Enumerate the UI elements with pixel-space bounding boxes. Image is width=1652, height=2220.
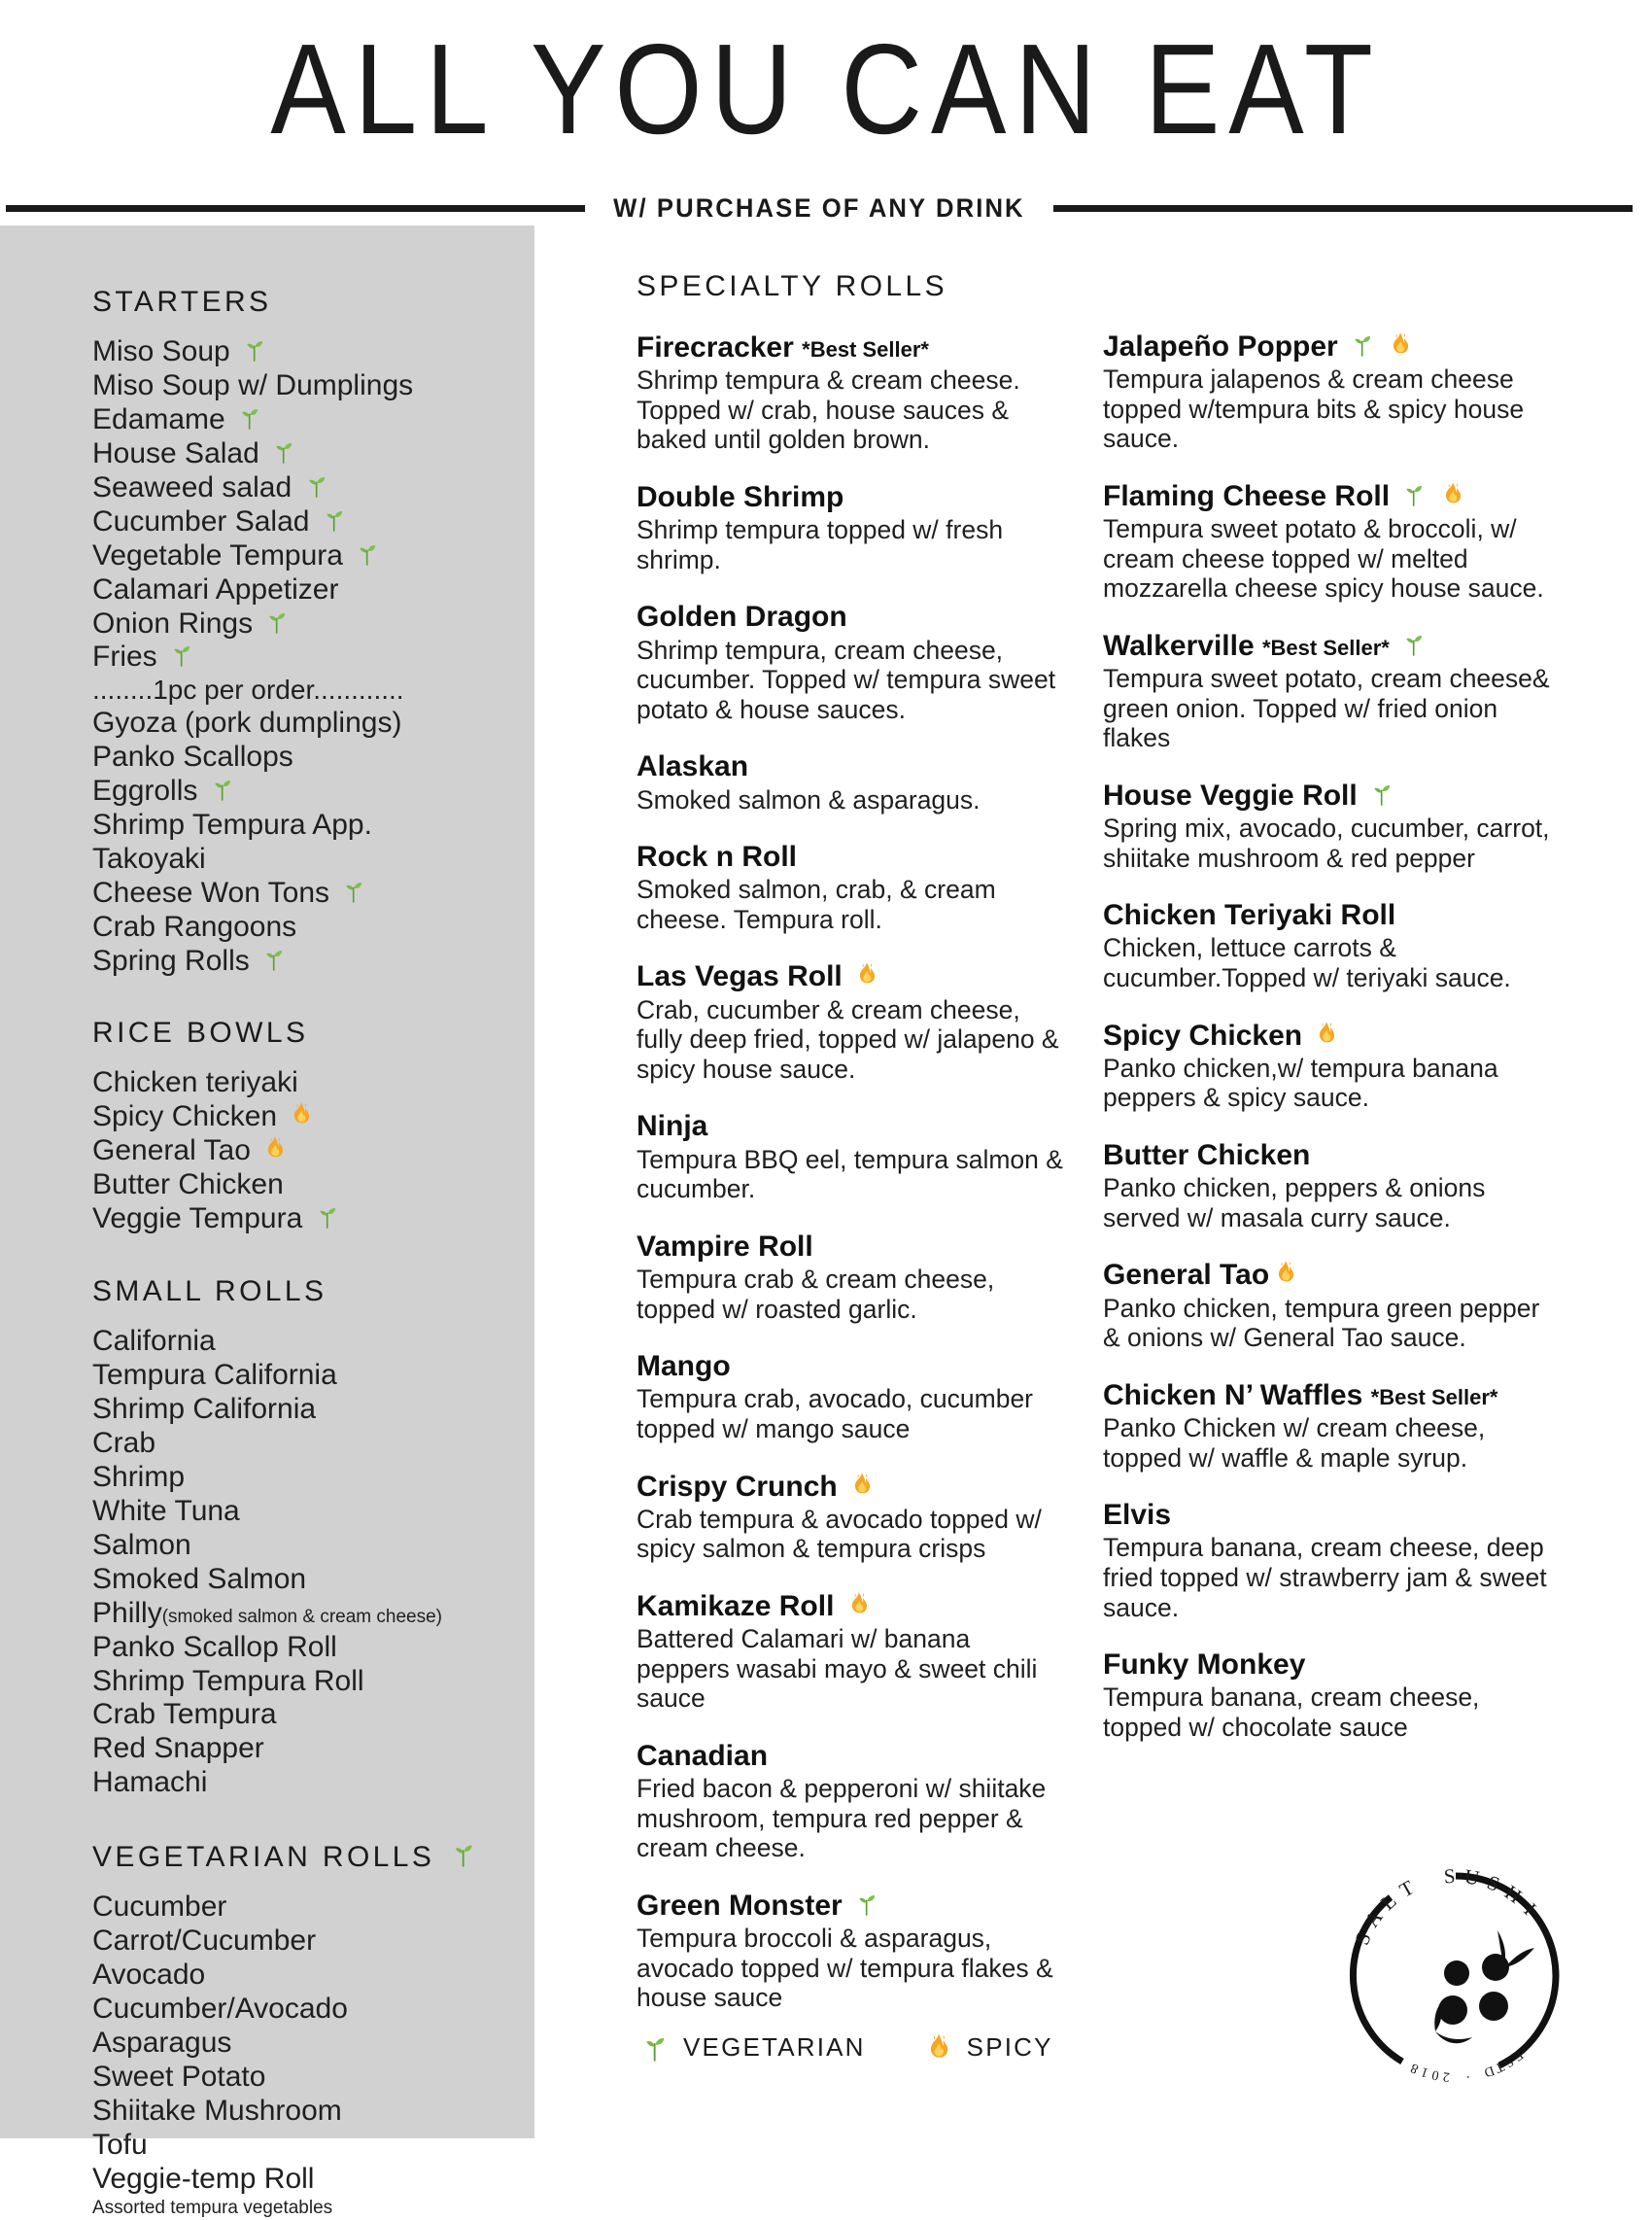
- menu-item-title: Jalapeño Popper: [1103, 330, 1338, 363]
- sidebar-section-title: SMALL ROLLS: [92, 1275, 327, 1308]
- sidebar-item-label: Salmon: [92, 1528, 191, 1561]
- menu-item-description: Panko Chicken w/ cream cheese, topped w/ waffle & maple syrup.: [1103, 1412, 1486, 1473]
- sidebar-item[interactable]: [92, 911, 534, 945]
- menu-item-description: Tempura sweet potato & broccoli, w/ cream cheese topped w/ melted mozzarella cheese spicy house sauce.: [1103, 514, 1544, 604]
- menu-item-name: [1103, 630, 1550, 663]
- svg-text:I: I: [1519, 1898, 1541, 1920]
- sidebar-item-label: Cucumber: [92, 1890, 227, 1924]
- sidebar-item-label: Onion Rings: [92, 607, 254, 640]
- menu-item-title: Firecracker: [637, 331, 794, 364]
- menu-item-name: [637, 1231, 1064, 1264]
- menu-item[interactable]: [637, 1231, 1064, 1324]
- sidebar-section-title: VEGETARIAN ROLLS: [92, 1839, 534, 1874]
- sidebar-item[interactable]: [92, 539, 534, 573]
- menu-item-title: Las Vegas Roll: [637, 960, 843, 993]
- sidebar-item-label: Spicy Chicken: [92, 1100, 278, 1133]
- menu-item-title: Butter Chicken: [1103, 1139, 1311, 1172]
- sprout-icon: [241, 335, 268, 363]
- sidebar-section-title: RICE BOWLS: [92, 1017, 309, 1050]
- svg-text:H: H: [1500, 1880, 1527, 1908]
- menu-item-description: Tempura banana, cream cheese, deep fried topped w/ strawberry jam & sweet sauce.: [1103, 1533, 1547, 1622]
- flame-icon: [1272, 1259, 1299, 1286]
- sidebar-item[interactable]: [92, 877, 534, 911]
- sprout-icon: [1400, 630, 1428, 657]
- sidebar-item-label: Panko Scallops: [92, 740, 293, 773]
- menu-item-description: Shrimp tempura & cream cheese. Topped w/ crab, house sauces & baked until golden brown.: [637, 365, 1020, 455]
- menu-item-name: [637, 1110, 1064, 1143]
- sidebar-item[interactable]: [92, 1393, 534, 1427]
- sidebar-item-label: Cheese Won Tons: [92, 876, 330, 909]
- menu-item-title: Green Monster: [637, 1889, 843, 1922]
- sidebar-item[interactable]: [92, 1698, 534, 1732]
- menu-item[interactable]: [637, 1590, 1064, 1714]
- sidebar-item-list: [92, 1066, 534, 1236]
- sidebar-item[interactable]: [92, 1100, 534, 1134]
- menu-item-name: [1103, 1259, 1550, 1292]
- sidebar-item[interactable]: [92, 437, 534, 471]
- menu-item[interactable]: [637, 331, 1064, 455]
- menu-item[interactable]: [1103, 330, 1550, 454]
- sidebar-item[interactable]: [92, 1168, 534, 1202]
- sidebar-item-label: General Tao: [92, 1134, 251, 1167]
- menu-item-name: [637, 841, 1064, 874]
- sidebar-item-label: Butter Chicken: [92, 1168, 284, 1201]
- sprout-icon: [236, 403, 263, 431]
- menu-item-description: Tempura broccoli & asparagus, avocado topped w/ tempura flakes & house sauce: [637, 1924, 1053, 2013]
- logo-mark: [1334, 1855, 1577, 2098]
- subtitle-row: [0, 191, 1652, 225]
- sprout-icon: [270, 437, 297, 465]
- sidebar-item[interactable]: [92, 1597, 534, 1631]
- menu-item-description: Tempura crab & cream cheese, topped w/ roasted garlic.: [637, 1265, 995, 1324]
- sidebar-item-label: Tofu: [92, 2128, 148, 2161]
- legend-vegetarian: [637, 2031, 866, 2063]
- menu-item[interactable]: [637, 1350, 1064, 1443]
- svg-text:D: D: [1482, 2062, 1497, 2080]
- menu-item-title: Golden Dragon: [637, 601, 847, 634]
- menu-item[interactable]: [1103, 1259, 1550, 1352]
- legend-vegetarian-label: VEGETARIAN: [683, 2031, 866, 2062]
- sidebar-item[interactable]: [92, 1461, 534, 1495]
- menu-item-title: Flaming Cheese Roll: [1103, 479, 1391, 512]
- sidebar-item[interactable]: [92, 369, 534, 403]
- sprout-icon: [314, 1202, 341, 1230]
- menu-item-name: [637, 331, 1064, 364]
- menu-item[interactable]: [637, 750, 1064, 815]
- sidebar-item-list: [92, 1890, 534, 2196]
- sprout-icon: [449, 1839, 478, 1868]
- svg-text:T: T: [1395, 1875, 1419, 1902]
- sidebar-item-subtext: (smoked salmon & cream cheese): [161, 1606, 442, 1627]
- flame-icon: [261, 1134, 289, 1162]
- menu-item-title: Kamikaze Roll: [637, 1589, 835, 1622]
- sprout-icon: [303, 471, 330, 499]
- menu-item-description: Smoked salmon & asparagus.: [637, 784, 981, 815]
- sidebar-item-label: Shrimp Tempura App.: [92, 808, 372, 841]
- sidebar-item-label: Philly: [92, 1596, 162, 1629]
- menu-item-title: Crispy Crunch: [637, 1470, 838, 1503]
- sidebar-item[interactable]: [92, 641, 534, 675]
- menu-item-name: [637, 601, 1064, 634]
- sidebar-item-label: Miso Soup w/ Dumplings: [92, 368, 414, 401]
- menu-item[interactable]: [1103, 1020, 1550, 1113]
- sidebar-item-list: [92, 1325, 534, 1800]
- sidebar-item[interactable]: [92, 741, 534, 775]
- menu-item-name: [1103, 480, 1550, 513]
- svg-text:S: S: [1484, 1870, 1503, 1896]
- sidebar-item[interactable]: [92, 1925, 534, 1959]
- menu-item-title: Walkerville: [1103, 629, 1255, 662]
- menu-item[interactable]: [637, 601, 1064, 724]
- sprout-icon: [321, 505, 348, 533]
- sidebar-item-label: Veggie-temp Roll: [92, 2162, 315, 2195]
- sidebar-item[interactable]: [92, 1563, 534, 1597]
- sidebar-item[interactable]: [92, 1959, 534, 1993]
- menu-item-name: [1103, 330, 1550, 364]
- menu-item-name: [637, 960, 1064, 993]
- sidebar-item[interactable]: [92, 1665, 534, 1699]
- menu-item[interactable]: [1103, 1499, 1550, 1622]
- menu-item-name: [637, 1350, 1064, 1383]
- menu-item-description: Shrimp tempura topped w/ fresh shrimp.: [637, 515, 1004, 574]
- menu-item-description: Crab tempura & avocado topped w/ spicy salmon & tempura crisps: [637, 1504, 1042, 1564]
- menu-item[interactable]: [1103, 899, 1550, 992]
- sidebar-item[interactable]: [92, 1202, 534, 1236]
- svg-text:·: ·: [1464, 2067, 1471, 2084]
- menu-item-name: [1103, 899, 1550, 932]
- divider-left: [6, 205, 585, 212]
- menu-item-title: Alaskan: [637, 750, 749, 783]
- sidebar-item[interactable]: [92, 1732, 534, 1766]
- menu-item-name: [1103, 1379, 1550, 1412]
- sidebar-item-label: Miso Soup: [92, 335, 230, 367]
- flame-icon: [288, 1100, 315, 1127]
- menu-item-description: Smoked salmon, crab, & cream cheese. Tempura roll.: [637, 875, 996, 934]
- menu-item-description: Shrimp tempura, cream cheese, cucumber. Topped w/ tempura sweet potato & house sauces.: [637, 635, 1056, 724]
- best-seller-badge: *Best Seller*: [802, 337, 929, 362]
- sidebar-item-list: [92, 335, 534, 978]
- menu-item-title: Canadian: [637, 1739, 769, 1772]
- sidebar-item[interactable]: [92, 2163, 534, 2197]
- sidebar-item-label: Carrot/Cucumber: [92, 1925, 317, 1958]
- sidebar-item-label: Edamame: [92, 402, 225, 435]
- sidebar-item-label: Seaweed salad: [92, 470, 293, 503]
- sidebar-item[interactable]: [92, 775, 534, 809]
- menu-item-title: Rock n Roll: [637, 841, 798, 874]
- sidebar-item[interactable]: [92, 1890, 534, 1925]
- sidebar-section: [92, 1275, 534, 1800]
- sidebar-item-label: Eggrolls: [92, 774, 198, 807]
- sidebar-item-label: Sweet Potato: [92, 2060, 266, 2093]
- flame-icon: [853, 960, 880, 988]
- menu-item-title: Vampire Roll: [637, 1230, 813, 1263]
- menu-item-title: Chicken N’ Waffles: [1103, 1378, 1363, 1411]
- sidebar-item[interactable]: [92, 809, 534, 843]
- menu-item-description: Tempura sweet potato, cream cheese& green onion. Topped w/ fried onion flakes: [1103, 664, 1550, 753]
- menu-item-title: Chicken Teriyaki Roll: [1103, 899, 1396, 932]
- sidebar-item-label: Fries: [92, 641, 157, 674]
- menu-item[interactable]: [637, 481, 1064, 574]
- specialty-rolls-column-two: [1103, 330, 1550, 1769]
- menu-item[interactable]: [637, 1471, 1064, 1564]
- sidebar-item[interactable]: [92, 471, 534, 505]
- menu-item-name: [1103, 1139, 1550, 1172]
- menu-item-title: Ninja: [637, 1110, 708, 1143]
- sprout-icon: [853, 1890, 880, 1917]
- sidebar-item-label: Crab Tempura: [92, 1698, 277, 1731]
- sidebar-item-label: Tempura California: [92, 1359, 337, 1392]
- sidebar-item[interactable]: [92, 1495, 534, 1529]
- sidebar-item[interactable]: [92, 1134, 534, 1168]
- menu-item-description: Crab, cucumber & cream cheese, fully deep fried, topped w/ jalapeno & spicy house sauce.: [637, 994, 1059, 1084]
- menu-item-title: Elvis: [1103, 1499, 1172, 1532]
- sidebar-item[interactable]: [92, 2129, 534, 2163]
- sidebar-item[interactable]: [92, 707, 534, 741]
- menu-item-name: [1103, 1648, 1550, 1682]
- svg-text:1: 1: [1419, 2064, 1430, 2080]
- menu-item-description: Panko chicken, tempura green pepper & onions w/ General Tao sauce.: [1103, 1293, 1540, 1353]
- menu-item-description: Tempura jalapenos & cream cheese topped w/tempura bits & spicy house sauce.: [1103, 364, 1525, 454]
- menu-item-description: Spring mix, avocado, cucumber, carrot, shiitake mushroom & red pepper: [1103, 814, 1550, 873]
- sidebar-item-label: White Tuna: [92, 1494, 240, 1527]
- sidebar-item[interactable]: [92, 607, 534, 642]
- sprout-icon: [340, 877, 367, 904]
- menu-item-description: Tempura BBQ eel, tempura salmon & cucumber.: [637, 1144, 1063, 1204]
- sidebar-item-label: Cucumber/Avocado: [92, 1993, 348, 2026]
- sidebar-item[interactable]: [92, 1529, 534, 1563]
- flame-icon: [923, 2031, 954, 2063]
- sprout-icon: [1349, 330, 1376, 358]
- menu-item-name: [1103, 780, 1550, 813]
- svg-text:U: U: [1463, 1864, 1482, 1890]
- sidebar-item[interactable]: [92, 1359, 534, 1393]
- sidebar-item[interactable]: [92, 1066, 534, 1100]
- sidebar-item[interactable]: [92, 1993, 534, 2027]
- flame-icon: [845, 1590, 873, 1617]
- sidebar-item[interactable]: [92, 505, 534, 539]
- menu-header: [0, 0, 1652, 225]
- sidebar-section: [92, 286, 534, 978]
- menu-item-description: Tempura banana, cream cheese, topped w/ chocolate sauce: [1103, 1682, 1480, 1742]
- divider-right: [1053, 205, 1633, 212]
- menu-item-name: [637, 1590, 1064, 1623]
- menu-item-description: Tempura crab, avocado, cucumber topped w/ mango sauce: [637, 1384, 1034, 1443]
- menu-item-title: General Tao: [1103, 1259, 1270, 1292]
- menu-item-description: Battered Calamari w/ banana peppers wasabi mayo & sweet chili sauce: [637, 1624, 1038, 1714]
- sidebar-item[interactable]: [92, 573, 534, 607]
- sidebar-section: [92, 1017, 534, 1236]
- menu-item-title: Mango: [637, 1350, 731, 1383]
- sprout-icon: [260, 945, 288, 972]
- sidebar-item-label: Vegetable Tempura: [92, 538, 343, 572]
- sidebar-item[interactable]: [92, 1325, 534, 1359]
- sidebar-item[interactable]: [92, 335, 534, 369]
- svg-text:8: 8: [1408, 2060, 1422, 2076]
- menu-item-description: Panko chicken, peppers & onions served w/ masala curry sauce.: [1103, 1173, 1486, 1232]
- sidebar-note: [92, 675, 534, 707]
- svg-text:L: L: [1375, 1889, 1401, 1915]
- sidebar-item-label: Red Snapper: [92, 1732, 264, 1765]
- sidebar-item-label: Avocado: [92, 1959, 206, 1992]
- menu-item-title: House Veggie Roll: [1103, 779, 1358, 812]
- menu-item[interactable]: [1103, 1648, 1550, 1742]
- sidebar-item[interactable]: [92, 1631, 534, 1665]
- svg-text:0: 0: [1430, 2066, 1441, 2083]
- specialty-rolls-column-one: [637, 270, 1064, 2039]
- sidebar-item-label: California: [92, 1325, 216, 1358]
- sidebar-item-label: Shrimp Tempura Roll: [92, 1664, 364, 1697]
- sidebar-section: [92, 1839, 534, 2219]
- sidebar-item-label: Cucumber Salad: [92, 504, 310, 538]
- sidebar-item-label: Takoyaki: [92, 842, 206, 875]
- legend-spicy: [920, 2031, 1053, 2063]
- best-seller-badge: *Best Seller*: [1261, 635, 1390, 660]
- sidebar-item[interactable]: [92, 2027, 534, 2061]
- specialty-rolls-title: SPECIALTY ROLLS: [637, 270, 948, 302]
- menu-item[interactable]: [637, 960, 1064, 1084]
- flame-icon: [1387, 330, 1414, 358]
- sprout-icon: [1400, 480, 1428, 507]
- menu-item-name: [1103, 1020, 1550, 1053]
- menu-item[interactable]: [637, 1890, 1064, 2013]
- menu-item[interactable]: [1103, 780, 1550, 873]
- sidebar-panel: [0, 225, 534, 2218]
- menu-item-name: [637, 1471, 1064, 1504]
- svg-text:S: S: [1350, 1928, 1376, 1949]
- sidebar-item-label: Asparagus: [92, 2027, 232, 2060]
- sprout-icon: [263, 607, 291, 635]
- svg-text:2: 2: [1442, 2068, 1451, 2084]
- sidebar-item[interactable]: [92, 2095, 534, 2129]
- menu-item-name: [1103, 1499, 1550, 1532]
- menu-item-title: Spicy Chicken: [1103, 1019, 1303, 1052]
- sidebar-item-label: Smoked Salmon: [92, 1562, 307, 1595]
- svg-text:E: E: [1509, 2047, 1526, 2064]
- flame-icon: [848, 1471, 876, 1498]
- sidebar-item-label: ........1pc per order............: [92, 675, 404, 706]
- sidebar-item[interactable]: [92, 2061, 534, 2095]
- sidebar-item-label: Crab: [92, 1426, 156, 1459]
- sidebar-item-label: Spring Rolls: [92, 944, 250, 977]
- sidebar-section-title: STARTERS: [92, 286, 272, 318]
- legend: [637, 2031, 1053, 2063]
- sidebar-item-label: Shiitake Mushroom: [92, 2094, 342, 2127]
- best-seller-badge: *Best Seller*: [1370, 1384, 1498, 1409]
- menu-item[interactable]: [637, 841, 1064, 934]
- legend-spicy-label: SPICY: [966, 2031, 1053, 2062]
- sprout-icon: [639, 2031, 671, 2063]
- menu-item-title: Double Shrimp: [637, 480, 844, 513]
- menu-item-description: Panko chicken,w/ tempura banana peppers & spicy sauce.: [1103, 1053, 1498, 1113]
- sidebar-item[interactable]: [92, 1766, 534, 1800]
- sidebar-item-label: Calamari Appetizer: [92, 572, 339, 606]
- menu-item[interactable]: [1103, 1139, 1550, 1232]
- header-subtitle: W/ PURCHASE OF ANY DRINK: [613, 192, 1025, 223]
- salt-sushi-logo: [1334, 1855, 1577, 2098]
- sidebar-item-label: Panko Scallop Roll: [92, 1630, 337, 1663]
- menu-item-title: Funky Monkey: [1103, 1648, 1306, 1682]
- menu-item[interactable]: [1103, 630, 1550, 753]
- flame-icon: [1439, 480, 1466, 507]
- menu-item-name: [637, 1740, 1064, 1773]
- sidebar-item-label: Crab Rangoons: [92, 910, 297, 943]
- sidebar-item-label: Hamachi: [92, 1766, 208, 1799]
- menu-item-name: [637, 481, 1064, 514]
- svg-text:T: T: [1492, 2058, 1506, 2075]
- sidebar-item[interactable]: [92, 403, 534, 437]
- sprout-icon: [354, 539, 381, 567]
- svg-text:S: S: [1501, 2053, 1516, 2070]
- sprout-icon: [209, 775, 236, 802]
- menu-item-name: [637, 750, 1064, 783]
- sidebar-item-label: Veggie Tempura: [92, 1202, 303, 1235]
- menu-item-name: [637, 1890, 1064, 1923]
- svg-text:S: S: [1443, 1863, 1457, 1889]
- flame-icon: [1313, 1020, 1340, 1047]
- sidebar-item-label: House Salad: [92, 436, 259, 469]
- sidebar-item[interactable]: [92, 843, 534, 877]
- sprout-icon: [1368, 780, 1395, 807]
- sprout-icon: [168, 641, 195, 668]
- sidebar-item-label: Gyoza (pork dumplings): [92, 706, 402, 739]
- sidebar-item-label: Shrimp California: [92, 1393, 317, 1426]
- sidebar-item[interactable]: [92, 945, 534, 979]
- menu-item[interactable]: [1103, 1379, 1550, 1473]
- sidebar-item[interactable]: [92, 1427, 534, 1461]
- svg-text:A: A: [1359, 1905, 1388, 1932]
- menu-item-description: Fried bacon & pepperoni w/ shiitake mushroom, tempura red pepper & cream cheese.: [637, 1774, 1047, 1863]
- page-title: ALL YOU CAN EAT: [270, 17, 1382, 160]
- menu-item[interactable]: [1103, 480, 1550, 604]
- sidebar-section-footnote: Assorted tempura vegetables: [92, 2197, 333, 2218]
- menu-item[interactable]: [637, 1110, 1064, 1203]
- sidebar-item-label: Chicken teriyaki: [92, 1066, 298, 1099]
- menu-item[interactable]: [637, 1740, 1064, 1863]
- sidebar-item-label: Shrimp: [92, 1460, 186, 1493]
- menu-item-description: Chicken, lettuce carrots & cucumber.Topped w/ teriyaki sauce.: [1103, 933, 1511, 993]
